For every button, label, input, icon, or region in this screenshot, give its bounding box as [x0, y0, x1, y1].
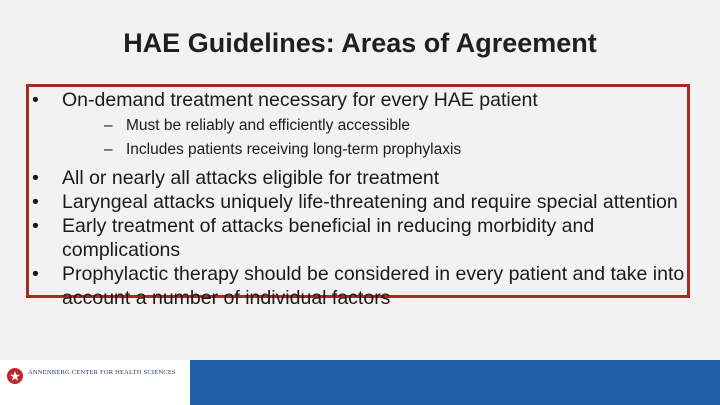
- sub-bullet-dash: –: [104, 141, 113, 158]
- bullet-text: Prophylactic therapy should be considered in every patient and take into account a number of individual factors: [62, 263, 685, 309]
- bullet-text: On-demand treatment necessary for every HAE patient: [62, 89, 538, 111]
- bullet-dot: •: [32, 167, 39, 189]
- sub-bullet-text: Includes patients receiving long-term prophylaxis: [126, 141, 462, 158]
- annenberg-logo-icon: [7, 368, 23, 384]
- bullet-text: All or nearly all attacks eligible for treatment: [62, 167, 440, 189]
- sub-bullet-list: [92, 114, 690, 162]
- slide-title: HAE Guidelines: Areas of Agreement: [123, 28, 597, 58]
- sub-bullet-text: Must be reliably and efficiently accessible: [126, 117, 411, 134]
- bullet-text: Laryngeal attacks uniquely life-threatening and require special attention: [62, 191, 678, 213]
- bullet-dot: •: [32, 191, 39, 213]
- bullet-dot: •: [32, 215, 39, 237]
- sub-bullet-dash: –: [104, 117, 113, 134]
- bullet-dot: •: [32, 89, 39, 111]
- bullet-list: [30, 88, 690, 310]
- bullet-item: [30, 262, 690, 310]
- bullet-item: [30, 166, 690, 190]
- sub-bullet-item: [92, 138, 690, 162]
- bullet-item: [30, 88, 690, 162]
- sub-bullet-item: [92, 114, 690, 138]
- bullet-text: Early treatment of attacks beneficial in reducing morbidity and complications: [62, 215, 595, 261]
- logo-text: ANNENBERG CENTER FOR HEALTH SCIENCES: [28, 369, 176, 376]
- footer-bar: [190, 360, 720, 405]
- bullet-dot: •: [32, 263, 39, 285]
- bullet-item: [30, 190, 690, 214]
- bullet-item: [30, 214, 690, 262]
